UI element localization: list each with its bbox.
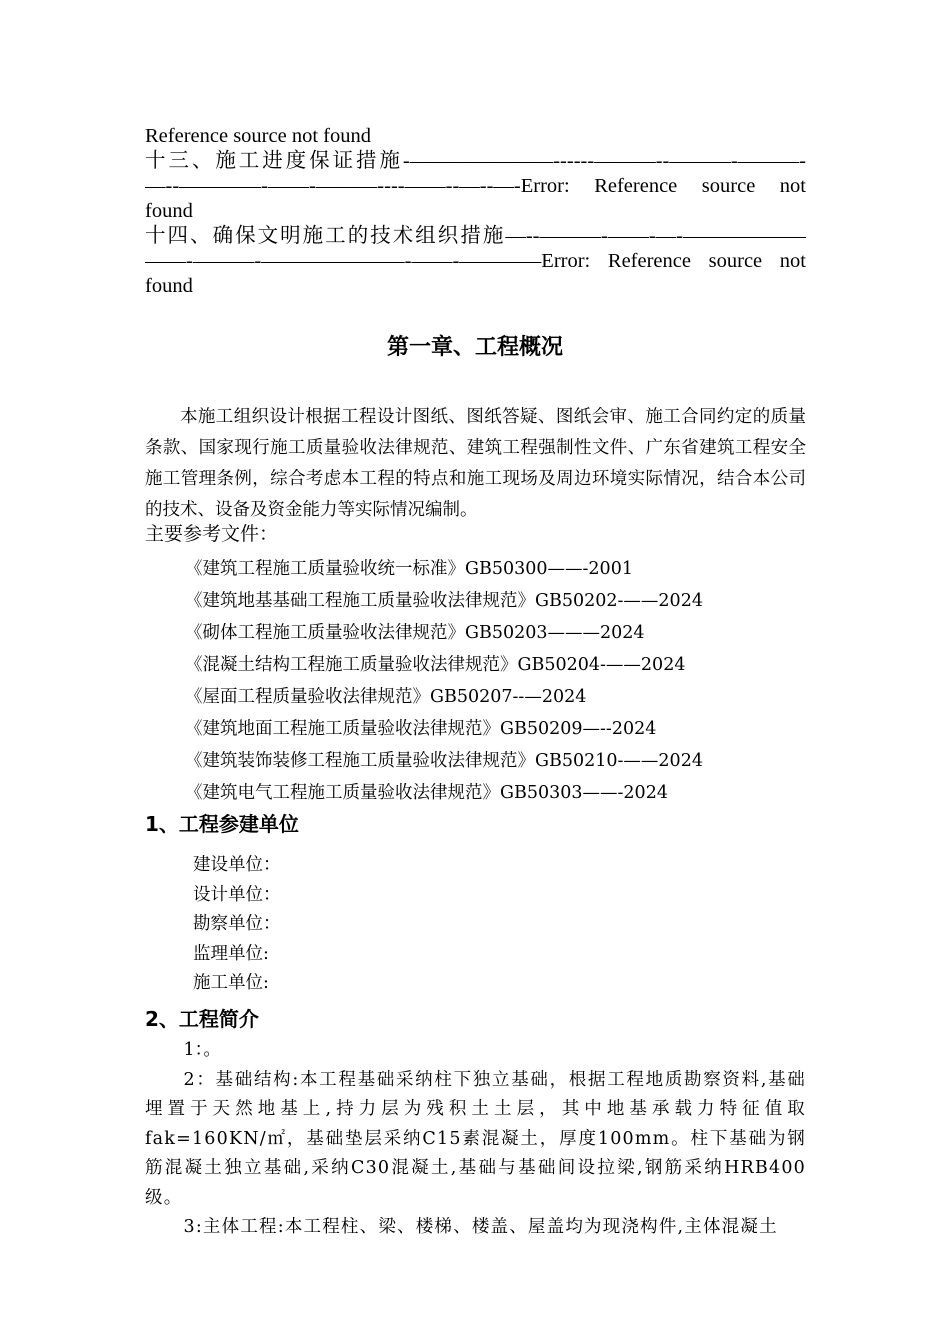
reference-item: 《建筑地面工程施工质量验收法律规范》GB50209—--2024 — [185, 719, 657, 739]
reference-item: 《建筑地基基础工程施工质量验收法律规范》GB50202-——2024 — [185, 591, 703, 611]
reference-list — [185, 553, 703, 809]
chapter-title: 第一章、工程概况 — [386, 334, 563, 360]
overview-item-1: 1：。 — [183, 1040, 221, 1060]
toc-item-13-continued[interactable]: —--————-——-———----——--—--—-Error: Reference source not — [145, 175, 806, 197]
unit-surveyor: 勘察单位： — [193, 914, 281, 934]
toc-item-14-end: found — [145, 275, 193, 297]
toc-item-14[interactable]: 十四、确保文明施工的技术组织措施—--———-——-—-—————— — [145, 225, 806, 247]
reference-item: 《屋面工程质量验收法律规范》GB50207--—2024 — [185, 687, 587, 707]
overview-item-2: 2：基础结构:本工程基础采纳柱下独立基础，根据工程地质勘察资料,基础埋置于天然地基上,持力层为残积土土层，其中地基承载力特征值取fak=160KN/㎡，基础垫层采纳C15素混凝土，厚度100mm。柱下基础为钢筋混凝土独立基础,采纳C30混凝土,基础与基础间设拉梁,钢筋采纳HRB400级。 — [145, 1069, 806, 1208]
reference-item: 《混凝土结构工程施工质量验收法律规范》GB50204-——2024 — [185, 655, 686, 675]
reference-item: 《建筑装饰装修工程施工质量验收法律规范》GB50210-——2024 — [185, 751, 703, 771]
unit-designer: 设计单位： — [193, 884, 281, 905]
toc-item-13[interactable]: 十三、施工进度保证措施-———————------———--———-———- — [145, 150, 806, 172]
overview-item-3: 3:主体工程:本工程柱、梁、楼梯、楼盖、屋盖均为现浇构件,主体混凝土 — [183, 1217, 778, 1237]
table-of-contents — [145, 124, 806, 299]
toc-item-13-end: found — [145, 200, 193, 222]
unit-contractor: 施工单位: — [193, 973, 269, 993]
reference-item: 《建筑工程施工质量验收统一标准》GB50300——-2001 — [185, 559, 633, 579]
reference-item: 《建筑电气工程施工质量验收法律规范》GB50303——-2024 — [185, 783, 668, 803]
section-2-heading: 2、工程简介 — [145, 1007, 259, 1031]
participating-units-list — [193, 851, 281, 999]
toc-error-line: Reference source not found — [145, 125, 371, 147]
section-1-heading: 1、工程参建单位 — [145, 812, 299, 836]
unit-owner: 建设单位： — [193, 855, 281, 875]
references-heading: 主要参考文件： — [145, 523, 279, 545]
unit-supervisor: 监理单位: — [193, 943, 269, 964]
intro-section — [145, 402, 806, 526]
project-overview-body — [145, 1036, 806, 1243]
intro-paragraph: 本施工组织设计根据工程设计图纸、图纸答疑、图纸会审、施工合同约定的质量条款、国家现行施工质量验收法律规范、建筑工程强制性文件、广东省建筑工程安全施工管理条例，综合考虑本工程的特点和施工现场及周边环境实际情况，结合本公司的技术、设备及资金能力等实际情况编制。 — [145, 407, 806, 520]
toc-item-14-continued[interactable]: ——-———-———————-——-————Error: Reference source not — [145, 250, 806, 272]
reference-item: 《砌体工程施工质量验收法律规范》GB50203———2024 — [185, 623, 645, 643]
